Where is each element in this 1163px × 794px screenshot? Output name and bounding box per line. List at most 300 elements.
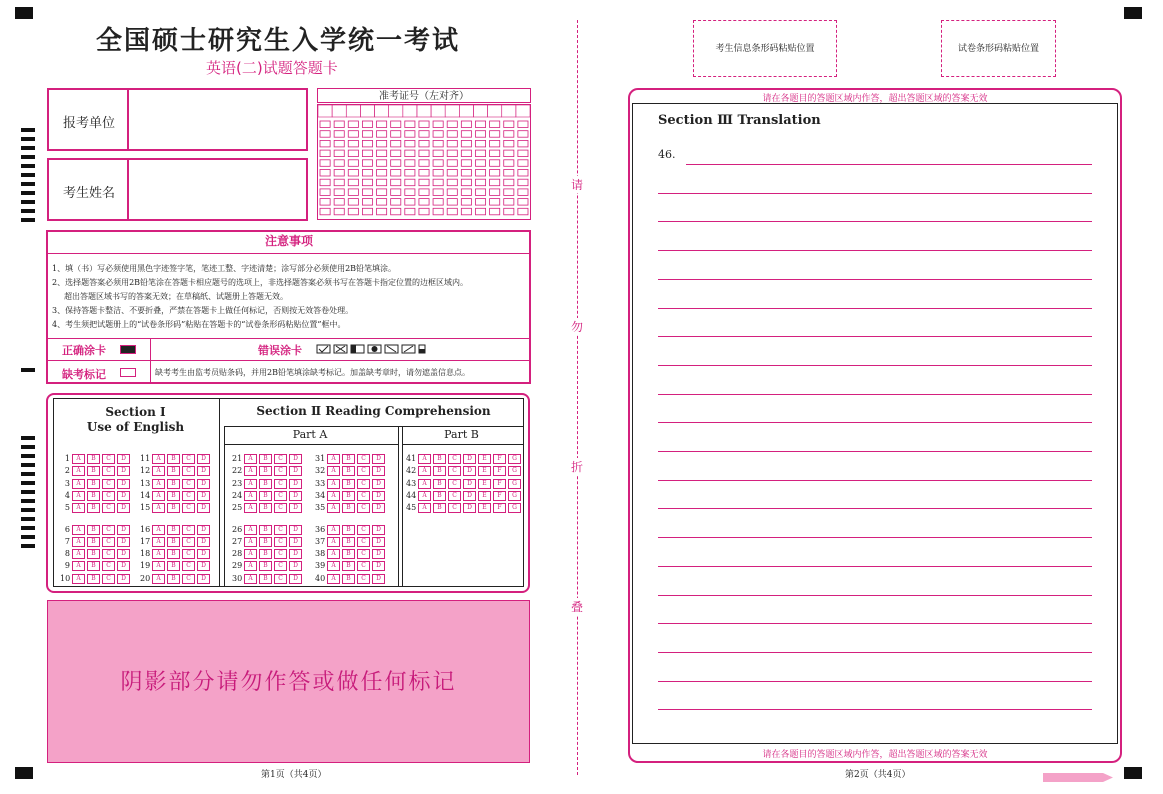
digit-bubble[interactable] [447,131,457,138]
digit-bubble[interactable] [362,179,372,186]
answer-bubble[interactable]: A [152,574,165,584]
writing-line[interactable] [658,394,1092,395]
answer-bubble[interactable]: G [508,454,521,464]
answer-bubble[interactable]: A [418,454,431,464]
digit-bubble[interactable] [419,160,429,167]
answer-bubble[interactable]: A [244,525,257,535]
answer-bubble[interactable]: A [152,537,165,547]
digit-bubble[interactable] [504,121,514,128]
answer-bubble[interactable]: C [102,525,115,535]
answer-bubble[interactable]: A [244,479,257,489]
digit-bubble[interactable] [461,121,471,128]
answer-bubble[interactable]: B [167,525,180,535]
digit-bubble[interactable] [518,131,528,138]
digit-bubble[interactable] [518,150,528,157]
writing-line[interactable] [658,623,1092,624]
answer-bubble[interactable]: C [357,525,370,535]
answer-bubble[interactable]: A [152,454,165,464]
answer-bubble[interactable]: D [372,454,385,464]
answer-bubble[interactable]: A [72,537,85,547]
digit-bubble[interactable] [377,121,387,128]
absent-mark-bubble[interactable] [120,368,136,377]
answer-bubble[interactable]: G [508,479,521,489]
digit-write-cell[interactable] [332,105,346,117]
digit-write-cell[interactable] [488,105,502,117]
digit-bubble[interactable] [419,150,429,157]
digit-bubble[interactable] [348,199,358,206]
answer-bubble[interactable]: G [508,491,521,501]
answer-bubble[interactable]: B [87,574,100,584]
writing-line[interactable] [658,221,1092,222]
digit-bubble[interactable] [348,140,358,147]
digit-bubble[interactable] [405,160,415,167]
answer-bubble[interactable]: B [433,503,446,513]
answer-bubble[interactable]: B [342,525,355,535]
answer-bubble[interactable]: A [244,503,257,513]
answer-bubble[interactable]: A [244,454,257,464]
digit-bubble[interactable] [490,189,500,196]
digit-bubble[interactable] [475,150,485,157]
writing-line[interactable] [658,566,1092,567]
answer-bubble[interactable]: A [327,537,340,547]
digit-bubble[interactable] [419,189,429,196]
digit-write-cell[interactable] [318,105,332,117]
digit-bubble[interactable] [377,150,387,157]
digit-bubble[interactable] [518,160,528,167]
answer-bubble[interactable]: E [478,454,491,464]
digit-bubble[interactable] [419,170,429,177]
answer-bubble[interactable]: C [102,537,115,547]
candidate-number-grid[interactable] [317,104,531,220]
digit-bubble[interactable] [334,208,344,215]
answer-bubble[interactable]: B [259,479,272,489]
answer-bubble[interactable]: A [72,491,85,501]
answer-bubble[interactable]: D [289,525,302,535]
digit-bubble[interactable] [362,208,372,215]
digit-bubble[interactable] [419,121,429,128]
answer-bubble[interactable]: C [102,503,115,513]
answer-bubble[interactable]: E [478,479,491,489]
digit-bubble[interactable] [334,199,344,206]
digit-bubble[interactable] [490,131,500,138]
digit-bubble[interactable] [419,131,429,138]
answer-bubble[interactable]: D [197,491,210,501]
answer-bubble[interactable]: C [448,503,461,513]
answer-bubble[interactable]: D [463,454,476,464]
answer-bubble[interactable]: D [197,525,210,535]
answer-bubble[interactable]: B [259,549,272,559]
answer-bubble[interactable]: B [87,454,100,464]
digit-bubble[interactable] [377,179,387,186]
writing-line[interactable] [658,537,1092,538]
answer-bubble[interactable]: B [342,479,355,489]
digit-bubble[interactable] [320,208,330,215]
answer-bubble[interactable]: D [463,491,476,501]
answer-bubble[interactable]: A [152,561,165,571]
answer-bubble[interactable]: E [478,466,491,476]
writing-line[interactable] [658,480,1092,481]
digit-bubble[interactable] [405,179,415,186]
digit-bubble[interactable] [475,199,485,206]
answer-bubble[interactable]: F [493,491,506,501]
digit-write-cell[interactable] [417,105,431,117]
answer-bubble[interactable]: B [167,561,180,571]
answer-bubble[interactable]: D [197,466,210,476]
digit-bubble[interactable] [490,150,500,157]
digit-bubble[interactable] [433,199,443,206]
answer-bubble[interactable]: D [372,561,385,571]
digit-bubble[interactable] [334,140,344,147]
digit-bubble[interactable] [447,150,457,157]
answer-bubble[interactable]: C [448,466,461,476]
answer-bubble[interactable]: D [197,561,210,571]
digit-write-cell[interactable] [431,105,445,117]
answer-bubble[interactable]: C [274,537,287,547]
answer-bubble[interactable]: D [372,503,385,513]
digit-bubble[interactable] [461,189,471,196]
answer-bubble[interactable]: B [342,537,355,547]
digit-bubble[interactable] [490,121,500,128]
answer-bubble[interactable]: C [182,574,195,584]
answer-bubble[interactable]: C [357,479,370,489]
answer-bubble[interactable]: C [182,503,195,513]
digit-bubble[interactable] [518,170,528,177]
digit-bubble[interactable] [405,189,415,196]
digit-bubble[interactable] [419,208,429,215]
digit-bubble[interactable] [377,199,387,206]
digit-bubble[interactable] [362,131,372,138]
digit-bubble[interactable] [391,208,401,215]
digit-bubble[interactable] [405,121,415,128]
writing-line[interactable] [658,308,1092,309]
digit-bubble[interactable] [475,179,485,186]
digit-bubble[interactable] [461,208,471,215]
answer-bubble[interactable]: A [72,525,85,535]
answer-bubble[interactable]: A [327,466,340,476]
digit-bubble[interactable] [320,199,330,206]
answer-bubble[interactable]: A [244,466,257,476]
answer-bubble[interactable]: C [182,454,195,464]
answer-bubble[interactable]: C [357,537,370,547]
digit-bubble[interactable] [320,121,330,128]
writing-line[interactable] [658,365,1092,366]
digit-write-cell[interactable] [445,105,459,117]
answer-bubble[interactable]: E [478,503,491,513]
answer-bubble[interactable]: D [117,537,130,547]
digit-write-cell[interactable] [375,105,389,117]
answer-bubble[interactable]: C [182,479,195,489]
answer-bubble[interactable]: D [197,503,210,513]
answer-bubble[interactable]: D [372,491,385,501]
answer-bubble[interactable]: F [493,466,506,476]
digit-bubble[interactable] [362,150,372,157]
digit-bubble[interactable] [362,199,372,206]
digit-bubble[interactable] [490,199,500,206]
answer-bubble[interactable]: C [448,479,461,489]
answer-bubble[interactable]: B [87,525,100,535]
digit-bubble[interactable] [348,150,358,157]
digit-bubble[interactable] [405,170,415,177]
answer-bubble[interactable]: B [259,491,272,501]
answer-bubble[interactable]: C [102,479,115,489]
answer-bubble[interactable]: C [274,549,287,559]
answer-bubble[interactable]: D [289,479,302,489]
answer-bubble[interactable]: B [259,574,272,584]
answer-bubble[interactable]: B [259,503,272,513]
answer-bubble[interactable]: C [274,525,287,535]
digit-bubble[interactable] [348,121,358,128]
answer-bubble[interactable]: A [327,503,340,513]
answer-bubble[interactable]: D [117,503,130,513]
digit-bubble[interactable] [320,150,330,157]
answer-bubble[interactable]: D [372,525,385,535]
answer-bubble[interactable]: A [244,537,257,547]
digit-write-cell[interactable] [360,105,374,117]
answer-bubble[interactable]: D [117,549,130,559]
answer-bubble[interactable]: D [289,537,302,547]
digit-bubble[interactable] [362,160,372,167]
digit-bubble[interactable] [334,189,344,196]
writing-line[interactable] [658,508,1092,509]
digit-bubble[interactable] [405,140,415,147]
digit-write-cell[interactable] [502,105,516,117]
answer-bubble[interactable]: B [167,466,180,476]
digit-bubble[interactable] [447,179,457,186]
answer-bubble[interactable]: C [274,503,287,513]
answer-bubble[interactable]: D [289,561,302,571]
answer-bubble[interactable]: B [342,466,355,476]
answer-bubble[interactable]: A [327,561,340,571]
digit-bubble[interactable] [320,140,330,147]
digit-bubble[interactable] [405,150,415,157]
answer-bubble[interactable]: B [433,466,446,476]
answer-bubble[interactable]: D [117,525,130,535]
answer-bubble[interactable]: B [433,454,446,464]
writing-line[interactable] [658,652,1092,653]
answer-bubble[interactable]: A [72,561,85,571]
answer-bubble[interactable]: F [493,503,506,513]
answer-bubble[interactable]: A [244,574,257,584]
digit-bubble[interactable] [475,170,485,177]
answer-bubble[interactable]: C [357,549,370,559]
digit-bubble[interactable] [391,140,401,147]
digit-bubble[interactable] [475,131,485,138]
writing-line[interactable] [658,709,1092,710]
answer-bubble[interactable]: B [433,479,446,489]
digit-write-cell[interactable] [403,105,417,117]
answer-bubble[interactable]: A [327,549,340,559]
digit-bubble[interactable] [504,160,514,167]
answer-bubble[interactable]: A [72,574,85,584]
answer-bubble[interactable]: B [259,537,272,547]
digit-bubble[interactable] [504,170,514,177]
digit-bubble[interactable] [433,208,443,215]
digit-bubble[interactable] [433,170,443,177]
digit-bubble[interactable] [490,208,500,215]
answer-bubble[interactable]: B [167,454,180,464]
answer-bubble[interactable]: B [342,549,355,559]
answer-bubble[interactable]: C [357,574,370,584]
digit-bubble[interactable] [334,170,344,177]
answer-bubble[interactable]: B [342,503,355,513]
digit-bubble[interactable] [518,121,528,128]
digit-bubble[interactable] [405,199,415,206]
digit-bubble[interactable] [405,131,415,138]
digit-bubble[interactable] [362,121,372,128]
digit-bubble[interactable] [377,170,387,177]
answer-bubble[interactable]: D [117,561,130,571]
digit-bubble[interactable] [334,131,344,138]
writing-line[interactable] [658,250,1092,251]
writing-line[interactable] [658,451,1092,452]
answer-bubble[interactable]: B [342,574,355,584]
digit-bubble[interactable] [461,170,471,177]
digit-bubble[interactable] [348,208,358,215]
digit-bubble[interactable] [447,140,457,147]
digit-bubble[interactable] [490,179,500,186]
digit-bubble[interactable] [504,140,514,147]
answer-bubble[interactable]: D [117,479,130,489]
answer-bubble[interactable]: D [197,479,210,489]
digit-bubble[interactable] [504,189,514,196]
answer-bubble[interactable]: D [372,574,385,584]
answer-bubble[interactable]: C [182,537,195,547]
digit-bubble[interactable] [419,199,429,206]
answer-bubble[interactable]: D [372,479,385,489]
digit-bubble[interactable] [475,160,485,167]
answer-bubble[interactable]: F [493,479,506,489]
digit-bubble[interactable] [447,121,457,128]
answer-bubble[interactable]: D [463,466,476,476]
answer-bubble[interactable]: D [197,549,210,559]
answer-bubble[interactable]: A [72,454,85,464]
digit-bubble[interactable] [475,121,485,128]
digit-bubble[interactable] [447,199,457,206]
digit-bubble[interactable] [518,140,528,147]
digit-bubble[interactable] [475,140,485,147]
answer-bubble[interactable]: A [327,525,340,535]
answer-bubble[interactable]: D [372,466,385,476]
answer-bubble[interactable]: D [463,479,476,489]
answer-bubble[interactable]: C [274,479,287,489]
answer-bubble[interactable]: A [244,561,257,571]
digit-bubble[interactable] [391,121,401,128]
answer-bubble[interactable]: A [327,574,340,584]
answer-bubble[interactable]: B [167,574,180,584]
digit-bubble[interactable] [461,160,471,167]
digit-bubble[interactable] [504,131,514,138]
digit-bubble[interactable] [348,131,358,138]
answer-bubble[interactable]: B [167,503,180,513]
answer-bubble[interactable]: C [274,574,287,584]
answer-bubble[interactable]: A [72,479,85,489]
answer-bubble[interactable]: B [87,491,100,501]
writing-line[interactable] [658,595,1092,596]
digit-bubble[interactable] [518,189,528,196]
digit-write-cell[interactable] [389,105,403,117]
answer-bubble[interactable]: A [327,491,340,501]
digit-bubble[interactable] [391,189,401,196]
answer-bubble[interactable]: C [448,491,461,501]
digit-bubble[interactable] [377,140,387,147]
answer-bubble[interactable]: B [342,561,355,571]
answer-bubble[interactable]: D [117,491,130,501]
digit-bubble[interactable] [320,189,330,196]
answer-bubble[interactable]: B [87,503,100,513]
answer-bubble[interactable]: C [274,491,287,501]
digit-bubble[interactable] [433,179,443,186]
answer-bubble[interactable]: C [102,561,115,571]
digit-bubble[interactable] [348,160,358,167]
answer-bubble[interactable]: C [357,466,370,476]
answer-bubble[interactable]: D [197,574,210,584]
answer-bubble[interactable]: D [463,503,476,513]
answer-bubble[interactable]: D [372,537,385,547]
answer-bubble[interactable]: A [418,466,431,476]
answer-bubble[interactable]: A [152,479,165,489]
answer-bubble[interactable]: D [289,454,302,464]
answer-bubble[interactable]: C [274,466,287,476]
answer-bubble[interactable]: B [87,466,100,476]
digit-bubble[interactable] [391,160,401,167]
digit-bubble[interactable] [518,199,528,206]
digit-bubble[interactable] [348,170,358,177]
answer-bubble[interactable]: B [259,466,272,476]
digit-bubble[interactable] [320,179,330,186]
digit-bubble[interactable] [433,121,443,128]
digit-bubble[interactable] [490,160,500,167]
answer-bubble[interactable]: G [508,503,521,513]
digit-bubble[interactable] [391,131,401,138]
digit-bubble[interactable] [518,179,528,186]
answer-bubble[interactable]: A [72,549,85,559]
digit-bubble[interactable] [391,150,401,157]
digit-bubble[interactable] [377,208,387,215]
answer-bubble[interactable]: B [167,479,180,489]
answer-bubble[interactable]: B [87,549,100,559]
answer-bubble[interactable]: D [289,491,302,501]
digit-bubble[interactable] [518,208,528,215]
digit-bubble[interactable] [447,189,457,196]
writing-line[interactable] [658,336,1092,337]
answer-bubble[interactable]: C [102,549,115,559]
digit-bubble[interactable] [391,199,401,206]
answer-bubble[interactable]: C [102,491,115,501]
answer-bubble[interactable]: C [182,491,195,501]
answer-bubble[interactable]: D [289,503,302,513]
answer-bubble[interactable]: B [167,491,180,501]
answer-bubble[interactable]: D [197,454,210,464]
digit-bubble[interactable] [334,121,344,128]
answer-bubble[interactable]: B [87,561,100,571]
digit-bubble[interactable] [461,131,471,138]
answer-bubble[interactable]: A [244,549,257,559]
digit-write-cell[interactable] [459,105,473,117]
writing-line[interactable] [686,164,1092,165]
answer-bubble[interactable]: D [289,549,302,559]
answer-bubble[interactable]: G [508,466,521,476]
translation-answer-area[interactable] [632,103,1118,744]
answer-bubble[interactable]: A [152,503,165,513]
digit-bubble[interactable] [362,189,372,196]
answer-bubble[interactable]: A [327,479,340,489]
digit-write-cell[interactable] [473,105,487,117]
digit-bubble[interactable] [504,208,514,215]
answer-bubble[interactable]: A [152,466,165,476]
candidate-number-bubbles[interactable] [318,105,530,219]
answer-bubble[interactable]: B [342,454,355,464]
answer-bubble[interactable]: A [72,503,85,513]
